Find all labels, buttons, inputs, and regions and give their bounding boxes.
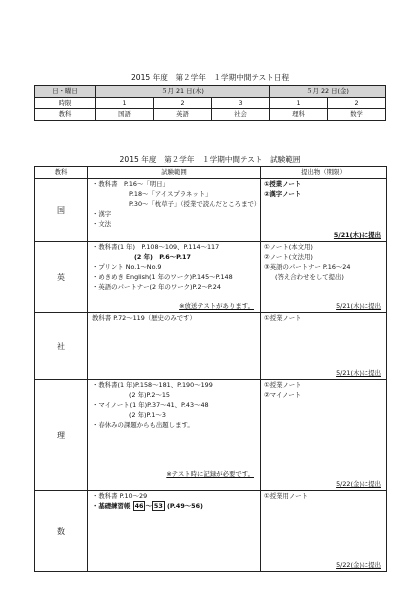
- header-submission: 提出物（期限）: [261, 167, 387, 179]
- submission-item: ①授業ノート: [264, 314, 302, 322]
- scope-line: (2 年)P.2～15: [129, 391, 170, 399]
- period-cell: 1: [270, 97, 328, 109]
- day-label: 日・曜日: [35, 86, 96, 98]
- submission-item: (答え合わせをして提出): [275, 273, 344, 281]
- subject-cell: 社会: [212, 109, 270, 121]
- range-title: 2015 年度 第２学年 １学期中間テスト 試験範囲: [119, 155, 301, 164]
- due-date: 5/22(金)に提出: [336, 561, 381, 569]
- submission-item: ②ノート(文法用): [264, 253, 313, 261]
- drill-to-box: 53: [153, 502, 163, 510]
- submission-sugaku: [261, 491, 387, 572]
- scope-note: ※テスト時に記録が必要です。: [166, 470, 254, 478]
- scope-line: ・英語のパートナー(2 年のワーク)P.2～P.24: [92, 283, 221, 291]
- subject-cell: 数学: [328, 109, 386, 121]
- scope-line: ・教科書(1 年)P.158～181、P.190～199: [92, 381, 213, 389]
- scope-kokugo: [88, 179, 261, 242]
- scope-line: (2 年)P.1～3: [129, 411, 166, 419]
- scope-line: ・教科書 P.10～29: [92, 492, 148, 500]
- scope-line: ・文法: [92, 220, 112, 228]
- drill-from-box: 46: [134, 502, 144, 510]
- day-1: ５月 21 日(木): [96, 86, 270, 98]
- range-header-row: [35, 167, 387, 179]
- drill-line: ・基礎練習帳 46 ～ 53 (P.49～56): [92, 502, 203, 510]
- row-eigo: [35, 242, 387, 313]
- period-cell: 2: [154, 97, 212, 109]
- scope-line: ・春休みの課題からも出題します。: [92, 421, 194, 429]
- subject-rika: 理: [35, 380, 88, 491]
- submission-item: ①授業ノート: [264, 381, 302, 389]
- scope-line: ・めきめき English(1 年のワーク)P.145～P.148: [92, 273, 233, 281]
- due-date: 5/21(木)に提出: [336, 302, 381, 310]
- scope-note: ※放送テストがあります。: [179, 302, 254, 310]
- header-scope: 試験範囲: [88, 167, 261, 179]
- period-label: 時限: [35, 97, 96, 109]
- drill-prefix: ・基礎練習帳: [92, 502, 131, 510]
- period-row: [35, 97, 386, 109]
- row-sugaku: [35, 491, 387, 572]
- subject-cell: 英語: [154, 109, 212, 121]
- scope-line: ・漢字: [92, 210, 112, 218]
- scope-sugaku: [88, 491, 261, 572]
- subject-label: 教科: [35, 109, 96, 121]
- submission-item: ②マイノート: [264, 391, 301, 399]
- schedule-table: [34, 85, 386, 121]
- submission-item: ①授業用ノート: [264, 492, 308, 500]
- submission-item: ③英語のパートナー P.16～24: [264, 263, 351, 271]
- submission-shakai: [261, 313, 387, 380]
- scope-shakai: [88, 313, 261, 380]
- subject-cell: 国語: [96, 109, 154, 121]
- subject-sugaku: 数: [35, 491, 88, 572]
- submission-kokugo: [261, 179, 387, 242]
- submission-item: ①授業ノート: [264, 180, 302, 188]
- scope-line: ・教科書 P.16～「明日」: [92, 180, 169, 188]
- day-2: ５月 22 日(金): [270, 86, 386, 98]
- scope-line: P.18～「アイスプラネット」: [129, 190, 212, 198]
- subject-cell: 理科: [270, 109, 328, 121]
- period-cell: 2: [328, 97, 386, 109]
- schedule-title: 2015 年度 第２学年 １学期中間テスト日程: [130, 73, 290, 82]
- due-date: 5/21(木)に提出: [336, 369, 381, 377]
- header-subject: 教科: [35, 167, 88, 179]
- drill-suffix: (P.49～56): [167, 502, 203, 510]
- scope-line: ・プリント No.1～No.9: [92, 263, 162, 271]
- scope-eigo: [88, 242, 261, 313]
- subject-row: [35, 109, 386, 121]
- scope-rika: [88, 380, 261, 491]
- submission-item: ②漢字ノート: [264, 190, 302, 198]
- row-shakai: [35, 313, 387, 380]
- subject-kokugo: 国: [35, 179, 88, 242]
- day-row: [35, 86, 386, 98]
- scope-line: (2 年) P.6～P.17: [134, 253, 191, 261]
- scope-line: P.30～「枕草子」（授業で読んだところまで）: [129, 200, 261, 208]
- subject-eigo: 英: [35, 242, 88, 313]
- scope-line: 教科書 P.72～119（歴史のみです）: [92, 314, 196, 322]
- subject-shakai: 社: [35, 313, 88, 380]
- period-cell: 1: [96, 97, 154, 109]
- due-date: 5/21(木)に提出: [333, 231, 381, 239]
- due-date: 5/22(金)に提出: [336, 480, 381, 488]
- scope-line: ・マイノート(1 年)P.37～41、P.43～48: [92, 401, 209, 409]
- range-table: [34, 166, 387, 572]
- submission-rika: [261, 380, 387, 491]
- row-kokugo: [35, 179, 387, 242]
- row-rika: [35, 380, 387, 491]
- submission-item: ①ノート(本文用): [264, 243, 313, 251]
- period-cell: 3: [212, 97, 270, 109]
- scope-line: ・教科書(1 年) P.108～109、P.114～117: [92, 243, 220, 251]
- submission-eigo: [261, 242, 387, 313]
